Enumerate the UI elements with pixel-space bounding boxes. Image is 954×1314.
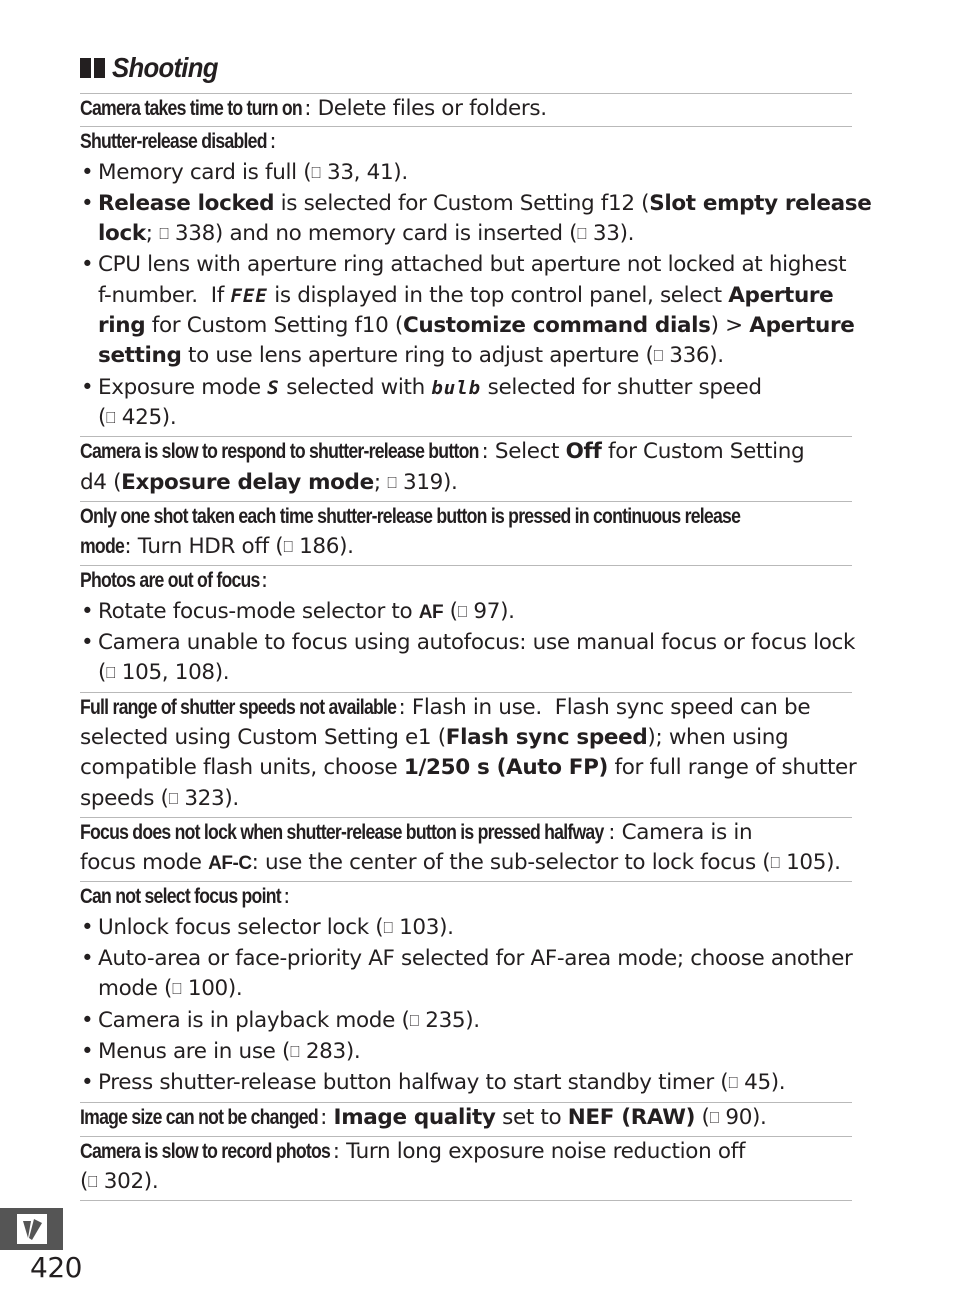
- entry-text-inline: : Turn HDR off (⎕ 186).: [124, 534, 353, 559]
- double-bar-icon: [80, 58, 91, 78]
- troubleshoot-entry: [80, 501, 852, 566]
- troubleshoot-entry: [80, 881, 852, 1101]
- entry-term: Photos are out of focus: [80, 569, 260, 593]
- entry-colon: :: [269, 129, 277, 155]
- troubleshoot-entry: [80, 1136, 852, 1202]
- lcd-fee-glyph: FEE: [230, 284, 268, 307]
- entry-colon: :: [283, 884, 291, 910]
- list-item-cont: mode (⎕ 100).: [80, 974, 852, 1005]
- troubleshooting-icon: [16, 1213, 48, 1245]
- list-item: • Release locked is selected for Custom Setting f12 (Slot empty release: [81, 190, 872, 216]
- page-ref-icon: ⎕: [709, 1107, 719, 1127]
- page-ref-icon: ⎕: [168, 788, 178, 808]
- page-ref-icon: ⎕: [283, 537, 293, 557]
- page-ref-icon: ⎕: [728, 1073, 738, 1093]
- troubleshoot-entry: [80, 1102, 852, 1136]
- double-bar-icon-part: [94, 58, 105, 78]
- entry-term: Camera is slow to record photos: [80, 1139, 331, 1163]
- entry-line: [80, 532, 852, 563]
- list-item: • Camera unable to focus using autofocus: use manual focus or focus lock: [81, 630, 856, 656]
- list-item-cont: f-number. If FEE is displayed in the top control panel, select Aperture: [98, 282, 834, 308]
- entry-line: [80, 693, 852, 723]
- entry-line: [80, 94, 852, 124]
- list-item: • Camera is in playback mode (⎕ 235).: [80, 1006, 852, 1037]
- entry-line: compatible flash units, choose 1/250 s (Auto FP) for full range of shutter: [80, 755, 857, 781]
- page-number: 420: [30, 1251, 82, 1284]
- page-ref-icon: ⎕: [383, 917, 393, 937]
- list-item-cont: (⎕ 105, 108).: [80, 658, 852, 689]
- entry-line: [80, 437, 852, 467]
- entry-text-inline: : Image quality set to NEF (RAW) (⎕ 90).: [320, 1105, 766, 1130]
- page-ref-icon: ⎕: [159, 224, 169, 244]
- entry-line: selected using Custom Setting e1 (Flash sync speed); when using: [80, 724, 789, 750]
- page-ref-icon: ⎕: [409, 1010, 419, 1030]
- entry-text-inline: : Camera is in: [608, 819, 753, 845]
- page-ref-icon: ⎕: [577, 224, 587, 244]
- entry-line: [80, 502, 852, 532]
- page-ref-icon: ⎕: [172, 979, 182, 999]
- lcd-s-glyph: S: [267, 376, 280, 399]
- list-item-cont: lock; ⎕ 338) and no memory card is inserted (⎕ 33).: [80, 219, 852, 250]
- page-ref-icon: ⎕: [106, 663, 116, 683]
- list-item-cont: setting to use lens aperture ring to adjust aperture (⎕ 336).: [80, 341, 852, 372]
- page-ref-icon: ⎕: [457, 601, 467, 621]
- list-item: • Exposure mode S selected with bulb selected for shutter speed: [81, 374, 762, 400]
- troubleshoot-entry: [80, 817, 852, 882]
- chapter-tab: [0, 1208, 63, 1250]
- entry-line: focus mode AF-C: use the center of the sub-selector to lock focus (⎕ 105).: [80, 848, 852, 879]
- entry-term: Can not select focus point: [80, 885, 281, 909]
- page-ref-icon: ⎕: [290, 1041, 300, 1061]
- page-ref-icon: ⎕: [106, 407, 116, 427]
- entry-line: [80, 127, 852, 157]
- entry-colon: :: [260, 568, 268, 594]
- entry-term: Shutter-release disabled: [80, 130, 267, 154]
- entry-text-inline: : Flash in use. Flash sync speed can be: [398, 694, 811, 720]
- lcd-bulb-glyph: bulb: [431, 376, 482, 399]
- entry-term: Only one shot taken each time shutter-release button is pressed in continuous release: [80, 504, 741, 528]
- entry-line: speeds (⎕ 323).: [80, 784, 852, 815]
- entry-term: Image size can not be changed: [80, 1105, 318, 1129]
- entry-line: [80, 1137, 852, 1167]
- entry-line: [80, 566, 852, 596]
- entry-text: : Delete files or folders.: [304, 96, 547, 121]
- list-item: • Memory card is full (⎕ 33, 41).: [80, 158, 852, 189]
- list-item-cont: ring for Custom Setting f10 (Customize command dials) > Aperture: [98, 313, 855, 339]
- list-item: • Auto-area or face-priority AF selected for AF-area mode; choose another: [81, 946, 853, 972]
- page-ref-icon: ⎕: [387, 472, 397, 492]
- entry-term: Full range of shutter speeds not available: [80, 695, 397, 719]
- page-ref-icon: ⎕: [653, 346, 663, 366]
- troubleshoot-entry: [80, 565, 856, 691]
- page-ref-icon: ⎕: [88, 1172, 98, 1192]
- entry-line: d4 (Exposure delay mode; ⎕ 319).: [80, 468, 852, 499]
- list-item: • CPU lens with aperture ring attached but aperture not locked at highest: [81, 252, 847, 278]
- section-heading: [80, 50, 227, 86]
- page-ref-icon: ⎕: [770, 853, 780, 873]
- troubleshoot-entry: [80, 126, 872, 436]
- section-title: Shooting: [112, 52, 218, 83]
- entry-term: Focus does not lock when shutter-release button is pressed halfway: [80, 820, 604, 844]
- list-item: • Press shutter-release button halfway to start standby timer (⎕ 45).: [80, 1068, 852, 1099]
- entry-term: Camera takes time to turn on: [80, 97, 302, 120]
- list-item-cont: (⎕ 425).: [80, 403, 852, 434]
- troubleshoot-entry: [80, 436, 852, 501]
- entry-text-inline: : Select Off for Custom Setting: [481, 439, 805, 465]
- entry-text-inline: : Turn long exposure noise reduction off: [332, 1138, 746, 1164]
- list-item: • Unlock focus selector lock (⎕ 103).: [80, 913, 852, 944]
- page-ref-icon: ⎕: [311, 162, 321, 182]
- entry-term: Camera is slow to respond to shutter-release button: [80, 440, 479, 464]
- entry-line: [80, 882, 852, 912]
- entry-line: [80, 1103, 852, 1134]
- list-item: • Rotate focus-mode selector to AF (⎕ 97).: [80, 597, 852, 628]
- entry-line: (⎕ 302).: [80, 1167, 852, 1198]
- list-item: • Menus are in use (⎕ 283).: [80, 1037, 852, 1068]
- troubleshooting-list: [80, 93, 872, 1201]
- troubleshoot-entry: [80, 692, 857, 817]
- entry-line: [80, 818, 852, 848]
- entry-term-cont: mode: [80, 535, 125, 559]
- troubleshoot-entry: [80, 93, 852, 126]
